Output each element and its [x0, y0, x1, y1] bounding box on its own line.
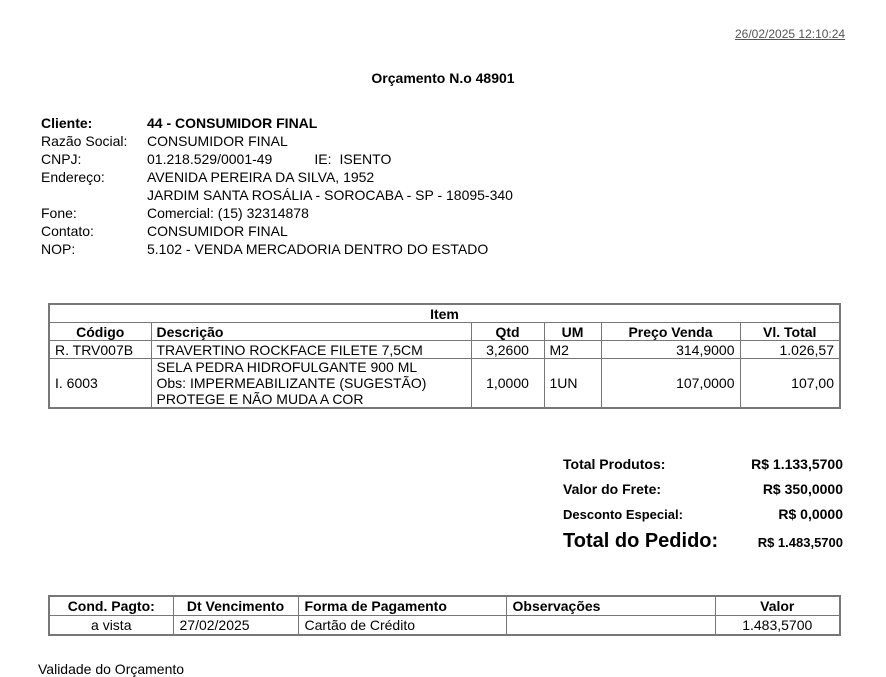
- cell-total: 1.026,57: [740, 341, 840, 359]
- cell-um: M2: [544, 341, 601, 359]
- header-valor: Valor: [715, 596, 840, 616]
- cell-qtd: 3,2600: [471, 341, 544, 359]
- payment-header-row: [49, 596, 840, 616]
- header-um: UM: [544, 323, 601, 341]
- fone-value: Comercial: (15) 32314878: [147, 205, 309, 221]
- total-pedido-label: Total do Pedido:: [563, 530, 719, 552]
- print-timestamp: 26/02/2025 12:10:24: [735, 27, 846, 41]
- cnpj-value: 01.218.529/0001-49: [147, 151, 273, 167]
- header-preco: Preço Venda: [601, 323, 740, 341]
- frete-value: R$ 350,0000: [762, 481, 843, 497]
- table-row: [49, 616, 840, 636]
- cell-total: 107,00: [740, 359, 840, 409]
- descricao-line: SELA PEDRA HIDROFULGANTE 900 ML: [156, 359, 418, 375]
- client-info: [41, 114, 513, 258]
- items-caption: Item: [49, 304, 840, 323]
- header-descricao: Descrição: [151, 323, 471, 341]
- header-observacoes: Observações: [506, 596, 715, 616]
- cliente-label: Cliente:: [41, 115, 93, 131]
- razao-label: Razão Social:: [41, 133, 128, 149]
- desconto-row: [563, 506, 843, 530]
- ie-label: IE:: [314, 151, 332, 167]
- payment-table: [48, 595, 841, 636]
- total-pedido-value: R$ 1.483,5700: [757, 535, 843, 550]
- document-title: Orçamento N.o 48901: [371, 70, 515, 86]
- endereco-line1: AVENIDA PEREIRA DA SILVA, 1952: [147, 169, 375, 185]
- nop-value: 5.102 - VENDA MERCADORIA DENTRO DO ESTADO: [147, 241, 489, 257]
- totals-block: [563, 456, 843, 553]
- items-header-row: [49, 323, 840, 341]
- total-produtos-row: [563, 456, 843, 481]
- descricao-line: Obs: IMPERMEABILIZANTE (SUGESTÃO): [156, 375, 427, 391]
- ie-value: ISENTO: [339, 151, 392, 167]
- client-row: [41, 114, 513, 132]
- fone-row: [41, 204, 513, 222]
- cell-vencimento: 27/02/2025: [173, 616, 298, 636]
- razao-value: CONSUMIDOR FINAL: [147, 133, 288, 149]
- razao-row: [41, 132, 513, 150]
- frete-label: Valor do Frete:: [563, 481, 662, 497]
- cell-codigo: I. 6003: [49, 359, 151, 409]
- validity-text: Validade do Orçamento: [38, 661, 185, 677]
- contato-row: [41, 222, 513, 240]
- cell-codigo: R. TRV007B: [49, 341, 151, 359]
- descricao-line: PROTEGE E NÃO MUDA A COR: [156, 391, 364, 407]
- header-vencimento: Dt Vencimento: [173, 596, 298, 616]
- table-row: [49, 359, 840, 409]
- table-row: [49, 341, 840, 359]
- cell-forma: Cartão de Crédito: [298, 616, 506, 636]
- total-produtos-value: R$ 1.133,5700: [751, 456, 843, 472]
- endereco-line2: JARDIM SANTA ROSÁLIA - SOROCABA - SP - 18095-340: [147, 187, 513, 203]
- nop-row: [41, 240, 513, 258]
- header-total: Vl. Total: [740, 323, 840, 341]
- cell-valor: 1.483,5700: [715, 616, 840, 636]
- endereco-row: [41, 168, 513, 186]
- frete-row: [563, 481, 843, 506]
- cell-descricao: [151, 359, 471, 409]
- total-produtos-label: Total Produtos:: [563, 456, 666, 472]
- endereco-row-2: [41, 186, 513, 204]
- endereco-label: Endereço:: [41, 169, 105, 185]
- total-pedido-row: [563, 530, 843, 553]
- cell-preco: 314,9000: [601, 341, 740, 359]
- contato-label: Contato:: [41, 223, 94, 239]
- cell-obs: [506, 616, 715, 636]
- nop-label: NOP:: [41, 241, 76, 257]
- cell-preco: 107,0000: [601, 359, 740, 409]
- desconto-value: R$ 0,0000: [778, 506, 843, 522]
- desconto-label: Desconto Especial:: [563, 507, 683, 522]
- cell-um: 1UN: [544, 359, 601, 409]
- header-qtd: Qtd: [471, 323, 544, 341]
- contato-value: CONSUMIDOR FINAL: [147, 223, 288, 239]
- header-codigo: Código: [49, 323, 151, 341]
- cnpj-row: [41, 150, 513, 168]
- cell-cond: a vista: [49, 616, 173, 636]
- cnpj-label: CNPJ:: [41, 151, 82, 167]
- items-table: [48, 303, 841, 409]
- cell-qtd: 1,0000: [471, 359, 544, 409]
- cliente-value: 44 - CONSUMIDOR FINAL: [147, 115, 318, 131]
- header-cond-pagto: Cond. Pagto:: [49, 596, 173, 616]
- cell-descricao: TRAVERTINO ROCKFACE FILETE 7,5CM: [151, 341, 471, 359]
- fone-label: Fone:: [41, 205, 77, 221]
- header-forma-pagamento: Forma de Pagamento: [298, 596, 506, 616]
